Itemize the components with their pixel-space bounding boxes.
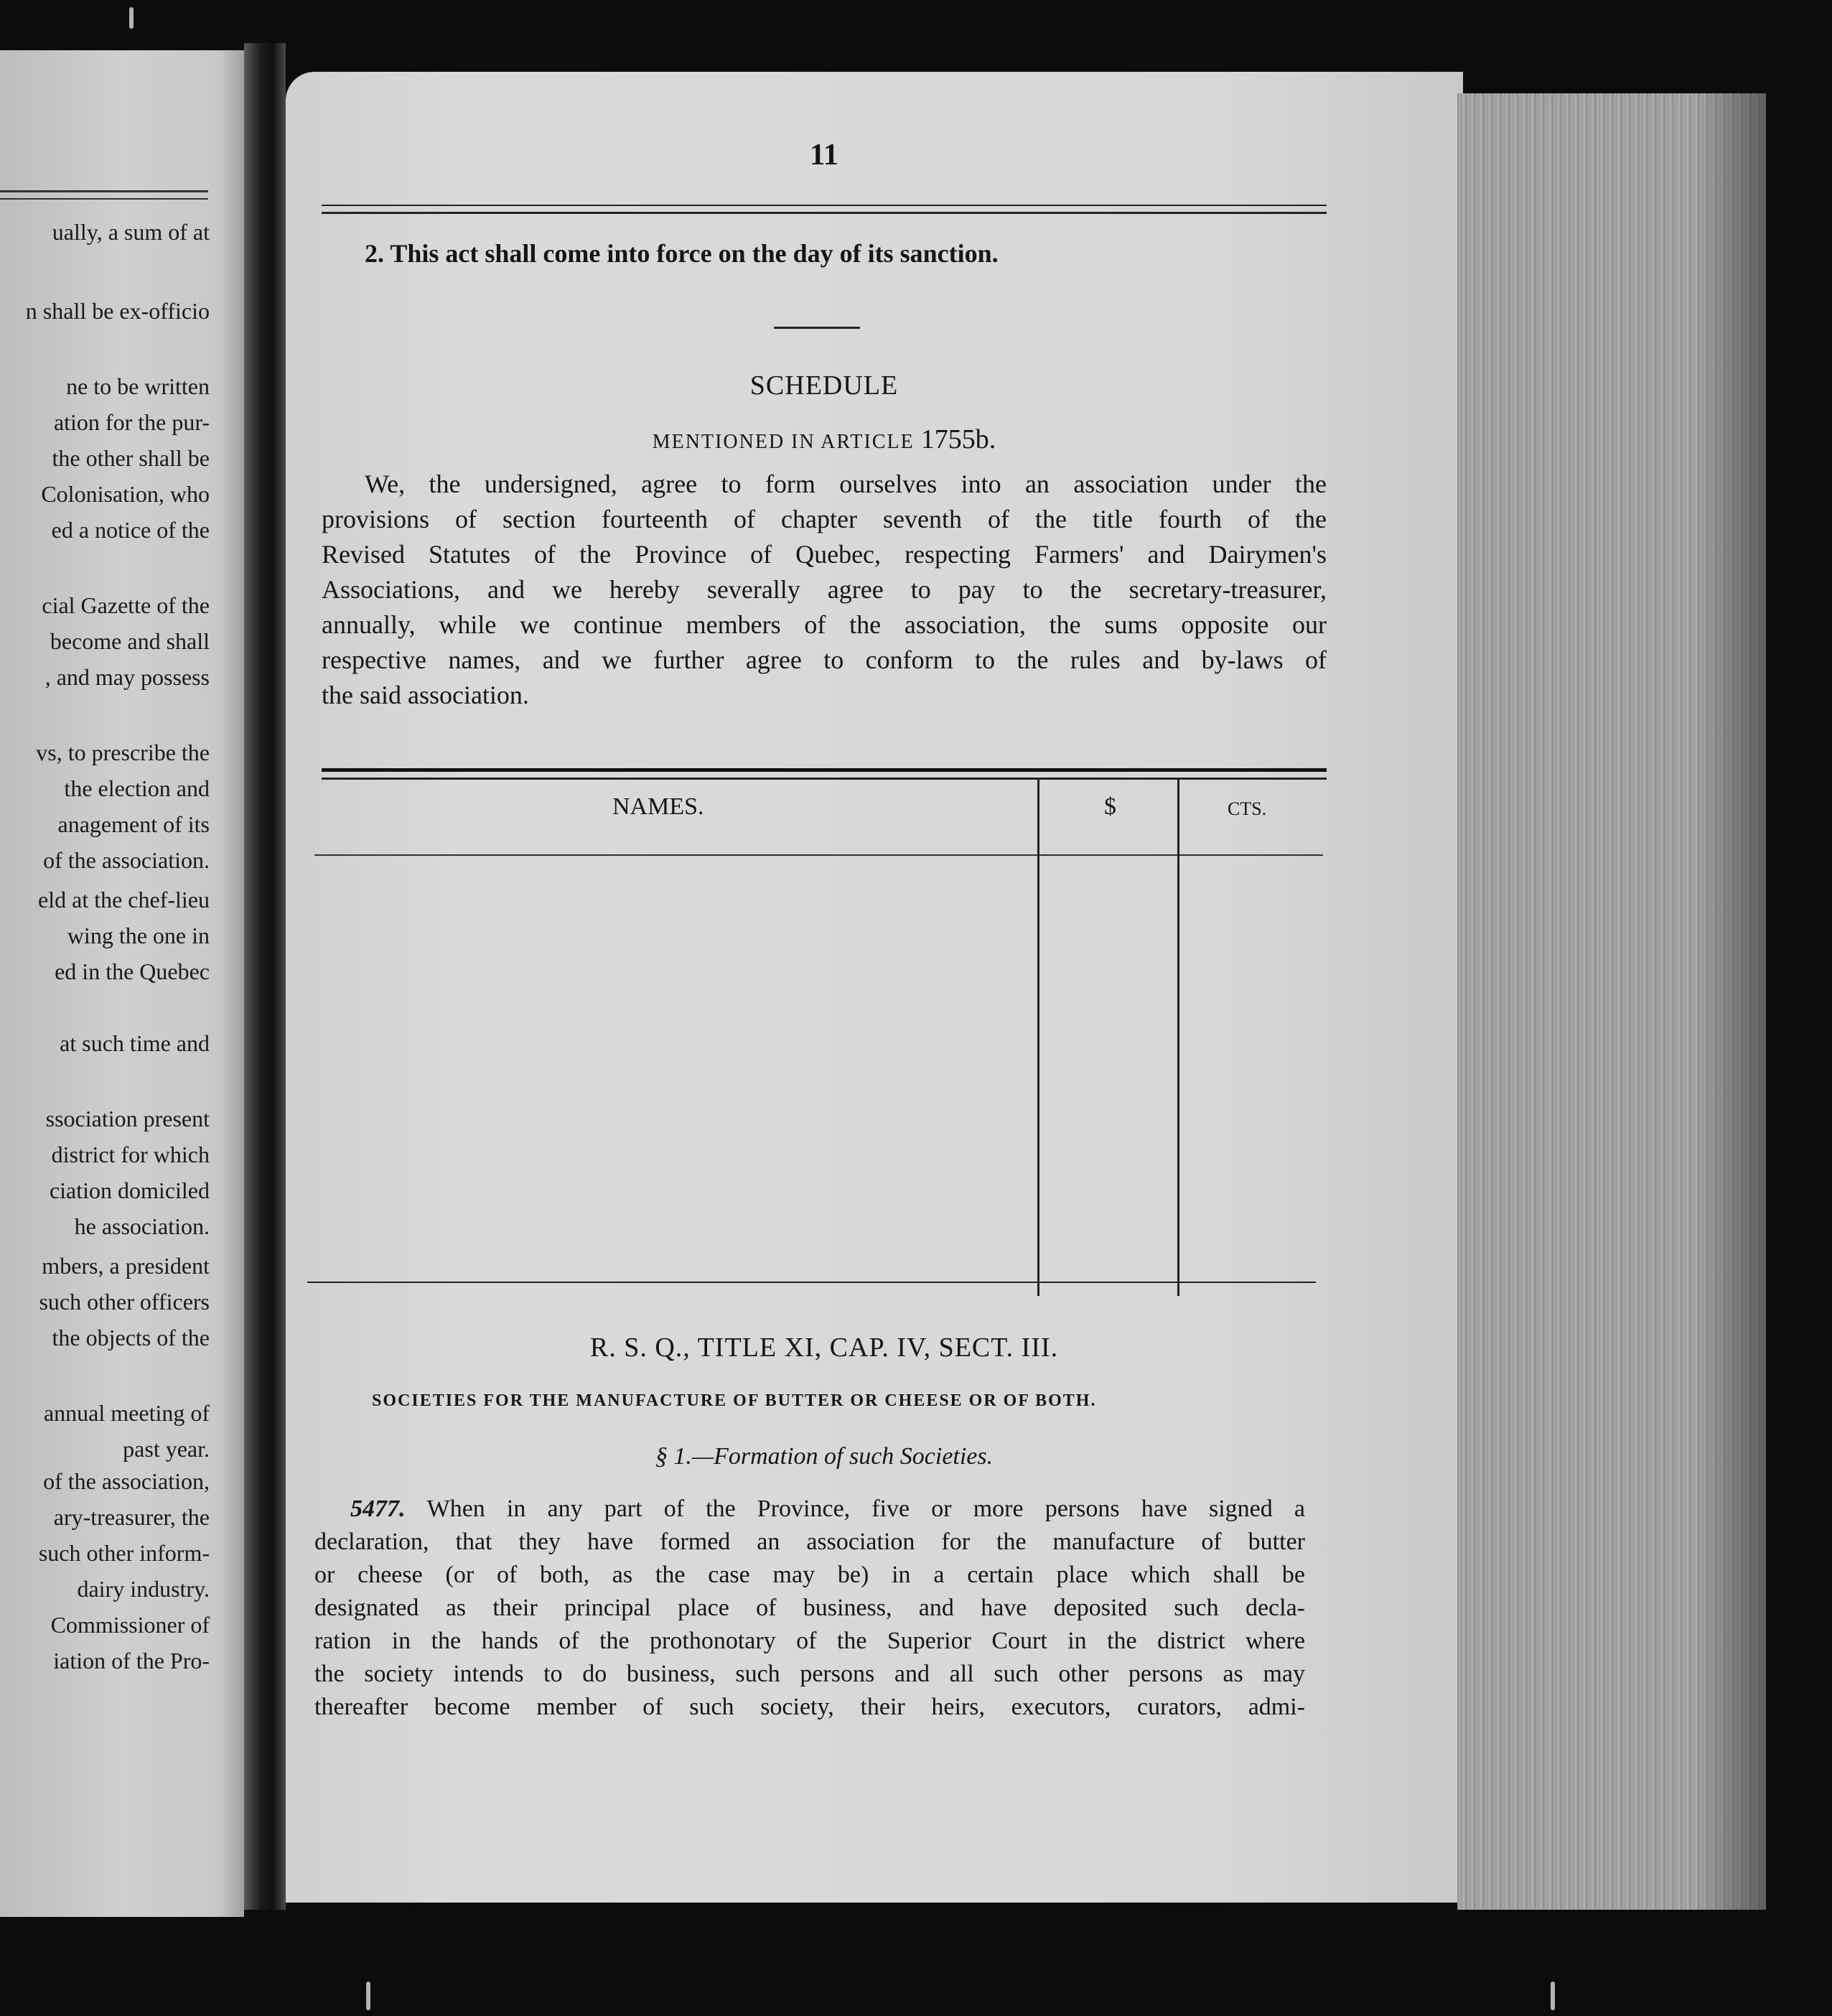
schedule-paragraph-line: annually, while we continue members of the association, the sums opposite our	[322, 610, 1327, 639]
left-page-line: vs, to prescribe the	[36, 739, 210, 765]
header-rule	[322, 205, 1327, 214]
left-page-line: the other shall be	[52, 445, 210, 471]
left-page-line: ary-treasurer, the	[53, 1504, 210, 1530]
left-page-line: cial Gazette of the	[42, 592, 210, 618]
table-bottom-rule	[307, 1282, 1316, 1283]
left-page-line: such other officers	[39, 1289, 210, 1315]
book-gutter	[244, 43, 286, 1910]
left-page-line: at such time and	[60, 1030, 210, 1056]
left-page-line: of the association.	[43, 847, 210, 873]
left-page-line: ssociation present	[45, 1106, 210, 1131]
left-page-line: n shall be ex-officio	[25, 298, 210, 324]
left-page-line: ed a notice of the	[51, 517, 210, 543]
left-page-line: mbers, a president	[42, 1253, 210, 1279]
left-page-line: the election and	[64, 775, 210, 801]
left-page	[0, 50, 244, 1917]
article-line: ration in the hands of the prothonotary of the Superior Court in the district where	[314, 1628, 1305, 1654]
left-page-line: anagement of its	[57, 811, 210, 837]
section-divider	[774, 327, 860, 329]
table-header-rule	[314, 854, 1323, 856]
table-column-divider-2	[1177, 779, 1179, 1296]
left-page-line: wing the one in	[67, 923, 210, 948]
left-page-line: iation of the Pro-	[53, 1648, 210, 1674]
left-page-line: the objects of the	[52, 1325, 210, 1350]
left-page-line: ation for the pur-	[53, 409, 210, 435]
formation-heading: § 1.—Formation of such Societies.	[655, 1443, 994, 1470]
book-page-edges	[1457, 93, 1766, 1910]
table-header-cents: CTS.	[1228, 798, 1267, 819]
film-speck	[366, 1982, 370, 2010]
left-page-line: ciation domiciled	[49, 1177, 210, 1203]
left-page-line: Commissioner of	[50, 1612, 210, 1638]
article-line: or cheese (or of both, as the case may be) in a certain place which shall be	[314, 1562, 1305, 1588]
film-speck	[1551, 1982, 1555, 2010]
schedule-subtitle	[322, 424, 1327, 455]
film-speck	[129, 7, 134, 29]
left-page-line: eld at the chef-lieu	[38, 887, 210, 913]
article-line: the society intends to do business, such persons and all such other persons as may	[314, 1661, 1305, 1687]
table-column-divider-1	[1037, 779, 1039, 1296]
schedule-paragraph-line: the said association.	[322, 681, 529, 709]
article-line: designated as their principal place of business, and have deposited such decla-	[314, 1595, 1305, 1621]
societies-heading: SOCIETIES FOR THE MANUFACTURE OF BUTTER OR CHEESE OR OF BOTH.	[372, 1391, 1097, 1410]
schedule-title: SCHEDULE	[749, 370, 899, 401]
left-page-line: Colonisation, who	[41, 481, 210, 507]
left-page-rule	[0, 190, 208, 200]
article-line	[350, 1493, 1305, 1525]
rsq-heading: R. S. Q., TITLE XI, CAP. IV, SECT. III.	[589, 1333, 1059, 1363]
schedule-paragraph-line: We, the undersigned, agree to form ourselves into an association under the	[365, 470, 1327, 498]
left-page-line: of the association,	[43, 1468, 210, 1494]
table-top-rule	[322, 768, 1327, 780]
schedule-article-number: 1755b.	[920, 424, 996, 454]
left-page-line: ually, a sum of at	[52, 219, 210, 245]
left-page-line: dairy industry.	[77, 1576, 210, 1602]
left-page-line: annual meeting of	[43, 1400, 210, 1426]
table-header-names: NAMES.	[612, 793, 704, 820]
schedule-paragraph-line: provisions of section fourteenth of chapter seventh of the title fourth of the	[322, 505, 1327, 533]
commencement-clause: 2. This act shall come into force on the day of its sanction.	[365, 239, 999, 268]
left-page-line: such other inform-	[38, 1540, 210, 1566]
schedule-paragraph-line: respective names, and we further agree to conform to the rules and by-laws of	[322, 645, 1327, 674]
left-page-line: ne to be written	[66, 373, 210, 399]
left-page-line: he association.	[74, 1213, 210, 1239]
left-page-line: become and shall	[50, 628, 210, 654]
article-line: declaration, that they have formed an association for the manufacture of butter	[314, 1529, 1305, 1555]
table-header-dollars: $	[1104, 793, 1116, 820]
article-line-text: When in any part of the Province, five or more persons have signed a	[426, 1495, 1305, 1522]
schedule-paragraph-line: Associations, and we hereby severally agree to pay to the secretary-treasurer,	[322, 575, 1327, 604]
page-number: 11	[810, 139, 838, 172]
left-page-line: district for which	[51, 1142, 210, 1167]
left-page-line: past year.	[123, 1436, 210, 1462]
schedule-paragraph-line: Revised Statutes of the Province of Quebec, respecting Farmers' and Dairymen's	[322, 540, 1327, 569]
article-number: 5477.	[350, 1495, 427, 1522]
schedule-subtitle-text: MENTIONED IN ARTICLE	[652, 431, 915, 453]
left-page-line: , and may possess	[45, 664, 210, 690]
left-page-line: ed in the Quebec	[55, 958, 210, 984]
article-line: thereafter become member of such society, their heirs, executors, curators, admi-	[314, 1694, 1305, 1720]
